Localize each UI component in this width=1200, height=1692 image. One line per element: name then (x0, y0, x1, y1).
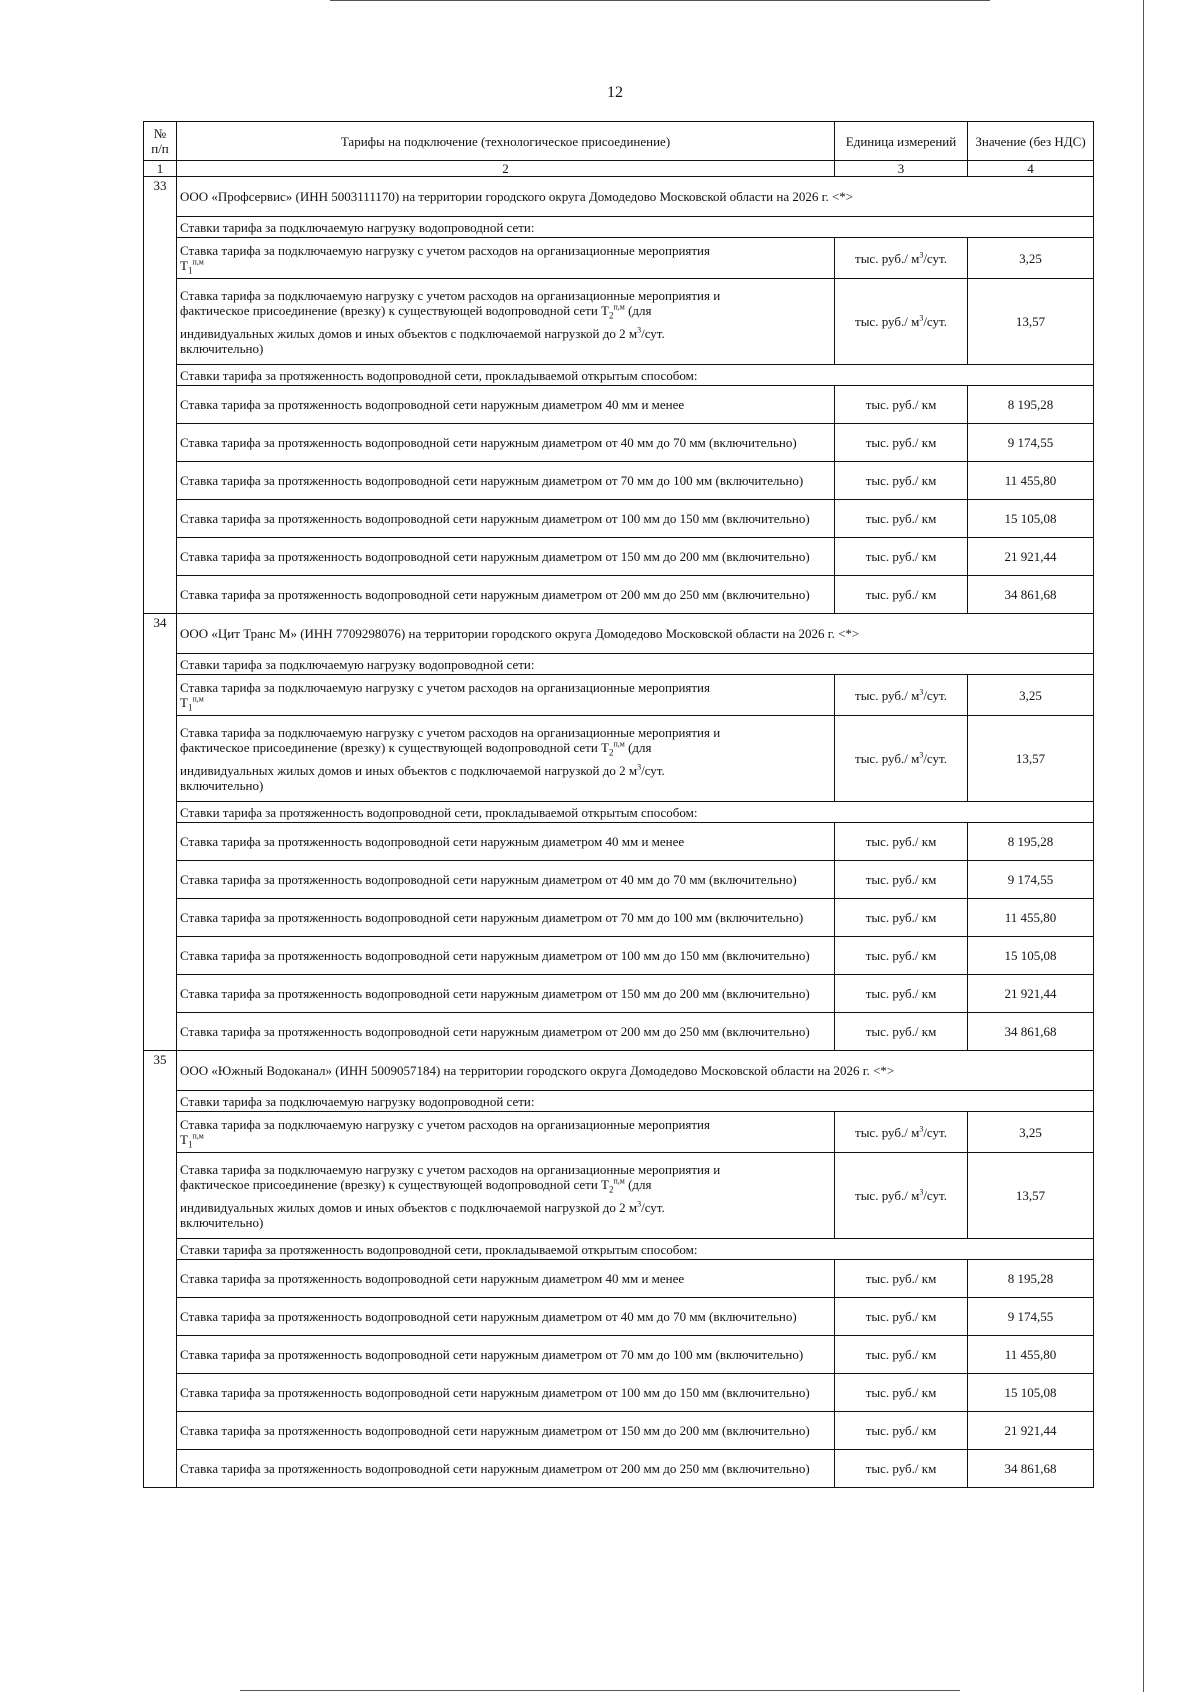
value-cell: 3,25 (968, 675, 1094, 716)
t2-line-3-suffix: /сут. (641, 762, 665, 778)
value-cell: 15 105,08 (968, 937, 1094, 975)
tariff-name-t1 (177, 238, 835, 279)
value-cell: 21 921,44 (968, 975, 1094, 1013)
scan-artifact-right-line (1143, 0, 1144, 1692)
value-cell: 8 195,28 (968, 1260, 1094, 1298)
unit-superscript: 3 (919, 687, 924, 697)
tariff-name-diameter: Ставка тарифа за протяженность водопроводной сети наружным диаметром от 40 мм до 70 мм (включительно) (177, 424, 835, 462)
unit-cell: тыс. руб./ км (835, 462, 968, 500)
column-number-row (144, 161, 1094, 177)
header-col-value: Значение (без НДС) (968, 122, 1094, 161)
org-title: ООО «Южный Водоканал» (ИНН 5009057184) на территории городского округа Домодедово Московской области на 2026 г. <*> (177, 1051, 1094, 1091)
t2-line-3 (180, 1200, 831, 1215)
tariff-name-diameter: Ставка тарифа за протяженность водопроводной сети наружным диаметром от 100 мм до 150 мм (включительно) (177, 937, 835, 975)
t2-line-2 (180, 1176, 831, 1195)
t1-superscript: п,м (192, 694, 204, 704)
tariff-name-diameter: Ставка тарифа за протяженность водопроводной сети наружным диаметром от 100 мм до 150 мм (включительно) (177, 500, 835, 538)
unit-cell (835, 238, 968, 279)
t2-line-3-text: индивидуальных жилых домов и иных объектов с подключаемой нагрузкой до 2 м (180, 1199, 638, 1215)
column-number-4: 4 (968, 161, 1094, 177)
tariff-name-diameter: Ставка тарифа за протяженность водопроводной сети наружным диаметром от 70 мм до 100 мм (включительно) (177, 899, 835, 937)
section-title-length: Ставки тарифа за протяженность водопроводной сети, прокладываемой открытым способом: (177, 802, 1094, 823)
t2-line-3-text: индивидуальных жилых домов и иных объектов с подключаемой нагрузкой до 2 м (180, 762, 638, 778)
org-row (144, 177, 1094, 217)
table-row (144, 1374, 1094, 1412)
unit-cell (835, 675, 968, 716)
header-col-number: № п/п (144, 122, 177, 161)
t2-line-3-text: индивидуальных жилых домов и иных объектов с подключаемой нагрузкой до 2 м (180, 325, 638, 341)
t1-text: Ставка тарифа за подключаемую нагрузку с учетом расходов на организационные мероприятия (180, 243, 710, 258)
unit-cell: тыс. руб./ км (835, 386, 968, 424)
value-cell: 8 195,28 (968, 823, 1094, 861)
unit-text: тыс. руб./ м (855, 250, 920, 266)
org-title: ООО «Профсервис» (ИНН 5003111170) на территории городского округа Домодедово Московской области на 2026 г. <*> (177, 177, 1094, 217)
tariff-name-diameter: Ставка тарифа за протяженность водопроводной сети наружным диаметром 40 мм и менее (177, 386, 835, 424)
value-cell: 11 455,80 (968, 462, 1094, 500)
section-row (144, 365, 1094, 386)
t2-line-2 (180, 302, 831, 321)
unit-text-suffix: /сут. (923, 314, 947, 329)
t2-line-1: Ставка тарифа за подключаемую нагрузку с учетом расходов на организационные мероприятия и (180, 1161, 721, 1177)
column-number-2: 2 (177, 161, 835, 177)
table-row (144, 500, 1094, 538)
value-cell: 9 174,55 (968, 424, 1094, 462)
t1-superscript: п,м (192, 257, 204, 267)
t1-text: Ставка тарифа за подключаемую нагрузку с учетом расходов на организационные мероприятия (180, 1117, 710, 1132)
t2-superscript: п,м (613, 1176, 625, 1186)
unit-cell: тыс. руб./ км (835, 1450, 968, 1488)
t2-line-2-text: фактическое присоединение (врезку) к существующей водопроводной сети T (180, 1176, 609, 1192)
unit-text-suffix: /сут. (923, 1124, 947, 1140)
org-number: 34 (144, 614, 177, 1051)
table-row (144, 716, 1094, 802)
tariff-name-diameter: Ставка тарифа за протяженность водопроводной сети наружным диаметром от 200 мм до 250 мм (включительно) (177, 1013, 835, 1051)
tariff-name-diameter: Ставка тарифа за протяженность водопроводной сети наружным диаметром от 200 мм до 250 мм (включительно) (177, 1450, 835, 1488)
t2-line-2-suffix: (для (624, 739, 652, 755)
value-cell: 21 921,44 (968, 1412, 1094, 1450)
value-cell: 11 455,80 (968, 899, 1094, 937)
org-number: 35 (144, 1051, 177, 1488)
table-row (144, 1260, 1094, 1298)
table-row (144, 1013, 1094, 1051)
unit-text-suffix: /сут. (923, 250, 947, 266)
t2-line-3 (180, 763, 831, 778)
unit-superscript: 3 (919, 250, 924, 260)
tariff-name-diameter: Ставка тарифа за протяженность водопроводной сети наружным диаметром от 150 мм до 200 мм (включительно) (177, 538, 835, 576)
value-cell: 3,25 (968, 1112, 1094, 1153)
t2-subscript: 2 (608, 310, 614, 321)
header-col-unit: Единица измерений (835, 122, 968, 161)
value-cell: 13,57 (968, 716, 1094, 802)
table-row (144, 238, 1094, 279)
t2-line-1: Ставка тарифа за подключаемую нагрузку с учетом расходов на организационные мероприятия и (180, 724, 721, 740)
t2-line-3-superscript: 3 (637, 762, 642, 772)
unit-superscript: 3 (919, 313, 924, 323)
page-number: 12 (607, 84, 623, 101)
unit-superscript: 3 (919, 750, 924, 760)
table-row (144, 975, 1094, 1013)
unit-text: тыс. руб./ м (855, 314, 920, 329)
tariff-name-diameter: Ставка тарифа за протяженность водопроводной сети наружным диаметром 40 мм и менее (177, 1260, 835, 1298)
t1-symbol: T (180, 695, 188, 710)
scan-artifact-bottom-line (240, 1690, 960, 1691)
table-row (144, 899, 1094, 937)
t1-subscript: 1 (187, 265, 193, 276)
value-cell: 9 174,55 (968, 1298, 1094, 1336)
section-title-load: Ставки тарифа за подключаемую нагрузку водопроводной сети: (177, 654, 1094, 675)
scan-artifact-top-line (330, 0, 990, 1)
unit-cell: тыс. руб./ км (835, 1298, 968, 1336)
table-row (144, 386, 1094, 424)
unit-cell: тыс. руб./ км (835, 1260, 968, 1298)
table-row (144, 937, 1094, 975)
unit-cell: тыс. руб./ км (835, 424, 968, 462)
unit-cell (835, 1112, 968, 1153)
table-row (144, 1153, 1094, 1239)
value-cell: 15 105,08 (968, 500, 1094, 538)
table-row (144, 1450, 1094, 1488)
table-row (144, 861, 1094, 899)
column-number-3: 3 (835, 161, 968, 177)
unit-cell: тыс. руб./ км (835, 576, 968, 614)
tariff-name-diameter: Ставка тарифа за протяженность водопроводной сети наружным диаметром от 100 мм до 150 мм (включительно) (177, 1374, 835, 1412)
table-row (144, 1336, 1094, 1374)
section-row (144, 217, 1094, 238)
t2-subscript: 2 (608, 747, 614, 758)
header-col-tariff-name: Тарифы на подключение (технологическое присоединение) (177, 122, 835, 161)
t1-subscript: 1 (187, 702, 193, 713)
t2-line-3-superscript: 3 (637, 325, 642, 335)
value-cell: 3,25 (968, 238, 1094, 279)
t2-line-4: включительно) (180, 777, 264, 793)
value-cell: 34 861,68 (968, 1450, 1094, 1488)
t2-subscript: 2 (608, 1184, 614, 1195)
section-row (144, 654, 1094, 675)
value-cell: 9 174,55 (968, 861, 1094, 899)
unit-cell: тыс. руб./ км (835, 823, 968, 861)
section-row (144, 1091, 1094, 1112)
tariff-name-t1 (177, 1112, 835, 1153)
value-cell: 15 105,08 (968, 1374, 1094, 1412)
unit-cell: тыс. руб./ км (835, 500, 968, 538)
t2-line-2-suffix: (для (624, 1176, 652, 1192)
table-row (144, 462, 1094, 500)
section-title-load: Ставки тарифа за подключаемую нагрузку водопроводной сети: (177, 217, 1094, 238)
tariff-name-t2 (177, 279, 835, 365)
t2-superscript: п,м (613, 302, 625, 312)
table-row (144, 279, 1094, 365)
table-row (144, 424, 1094, 462)
value-cell: 8 195,28 (968, 386, 1094, 424)
value-cell: 13,57 (968, 279, 1094, 365)
unit-cell (835, 716, 968, 802)
unit-superscript: 3 (919, 1124, 924, 1134)
t2-line-2-suffix: (для (624, 302, 652, 318)
column-number-1: 1 (144, 161, 177, 177)
tariff-name-diameter: Ставка тарифа за протяженность водопроводной сети наружным диаметром от 70 мм до 100 мм (включительно) (177, 462, 835, 500)
section-row (144, 802, 1094, 823)
unit-text: тыс. руб./ м (855, 1124, 920, 1140)
unit-cell (835, 279, 968, 365)
unit-superscript: 3 (919, 1187, 924, 1197)
t2-line-1: Ставка тарифа за подключаемую нагрузку с учетом расходов на организационные мероприятия и (180, 287, 721, 303)
tariff-name-diameter: Ставка тарифа за протяженность водопроводной сети наружным диаметром 40 мм и менее (177, 823, 835, 861)
t2-line-2 (180, 739, 831, 758)
section-row (144, 1239, 1094, 1260)
t2-line-3-suffix: /сут. (641, 1199, 665, 1215)
section-title-length: Ставки тарифа за протяженность водопроводной сети, прокладываемой открытым способом: (177, 365, 1094, 386)
tariff-name-diameter: Ставка тарифа за протяженность водопроводной сети наружным диаметром от 70 мм до 100 мм (включительно) (177, 1336, 835, 1374)
tariff-name-t2 (177, 1153, 835, 1239)
unit-text: тыс. руб./ м (855, 1188, 920, 1203)
t1-symbol: T (180, 1132, 188, 1147)
table-row (144, 1412, 1094, 1450)
t2-line-2-text: фактическое присоединение (врезку) к существующей водопроводной сети T (180, 739, 609, 755)
org-row (144, 614, 1094, 654)
value-cell: 21 921,44 (968, 538, 1094, 576)
unit-cell: тыс. руб./ км (835, 861, 968, 899)
section-title-length: Ставки тарифа за протяженность водопроводной сети, прокладываемой открытым способом: (177, 1239, 1094, 1260)
t1-superscript: п,м (192, 1131, 204, 1141)
org-title: ООО «Цит Транс М» (ИНН 7709298076) на территории городского округа Домодедово Московской области на 2026 г. <*> (177, 614, 1094, 654)
t2-superscript: п,м (613, 739, 625, 749)
table-row (144, 1112, 1094, 1153)
tariff-name-diameter: Ставка тарифа за протяженность водопроводной сети наружным диаметром от 40 мм до 70 мм (включительно) (177, 1298, 835, 1336)
unit-cell: тыс. руб./ км (835, 1374, 968, 1412)
t2-line-4: включительно) (180, 1214, 264, 1230)
tariff-name-diameter: Ставка тарифа за протяженность водопроводной сети наружным диаметром от 40 мм до 70 мм (включительно) (177, 861, 835, 899)
tariff-name-diameter: Ставка тарифа за протяженность водопроводной сети наружным диаметром от 150 мм до 200 мм (включительно) (177, 1412, 835, 1450)
unit-text-suffix: /сут. (923, 751, 947, 766)
unit-text-suffix: /сут. (923, 687, 947, 703)
t2-line-4: включительно) (180, 340, 264, 356)
unit-text: тыс. руб./ м (855, 751, 920, 766)
table-row (144, 1298, 1094, 1336)
value-cell: 11 455,80 (968, 1336, 1094, 1374)
table-row (144, 538, 1094, 576)
t1-symbol: T (180, 258, 188, 273)
table-row (144, 823, 1094, 861)
t2-line-2-text: фактическое присоединение (врезку) к существующей водопроводной сети T (180, 302, 609, 318)
section-title-load: Ставки тарифа за подключаемую нагрузку водопроводной сети: (177, 1091, 1094, 1112)
unit-cell: тыс. руб./ км (835, 1336, 968, 1374)
t1-subscript: 1 (187, 1139, 193, 1150)
t1-text: Ставка тарифа за подключаемую нагрузку с учетом расходов на организационные мероприятия (180, 680, 710, 695)
unit-text: тыс. руб./ м (855, 687, 920, 703)
unit-text-suffix: /сут. (923, 1188, 947, 1203)
value-cell: 13,57 (968, 1153, 1094, 1239)
tariff-table (143, 121, 1094, 1488)
t2-line-3-superscript: 3 (637, 1199, 642, 1209)
value-cell: 34 861,68 (968, 576, 1094, 614)
unit-cell: тыс. руб./ км (835, 1412, 968, 1450)
t2-line-3-suffix: /сут. (641, 325, 665, 341)
unit-cell (835, 1153, 968, 1239)
table-row (144, 576, 1094, 614)
tariff-name-diameter: Ставка тарифа за протяженность водопроводной сети наружным диаметром от 150 мм до 200 мм (включительно) (177, 975, 835, 1013)
org-number: 33 (144, 177, 177, 614)
unit-cell: тыс. руб./ км (835, 899, 968, 937)
table-row (144, 675, 1094, 716)
unit-cell: тыс. руб./ км (835, 1013, 968, 1051)
unit-cell: тыс. руб./ км (835, 975, 968, 1013)
tariff-name-diameter: Ставка тарифа за протяженность водопроводной сети наружным диаметром от 200 мм до 250 мм (включительно) (177, 576, 835, 614)
unit-cell: тыс. руб./ км (835, 538, 968, 576)
table-header-row (144, 122, 1094, 161)
tariff-name-t1 (177, 675, 835, 716)
unit-cell: тыс. руб./ км (835, 937, 968, 975)
tariff-name-t2 (177, 716, 835, 802)
value-cell: 34 861,68 (968, 1013, 1094, 1051)
org-row (144, 1051, 1094, 1091)
t2-line-3 (180, 326, 831, 341)
